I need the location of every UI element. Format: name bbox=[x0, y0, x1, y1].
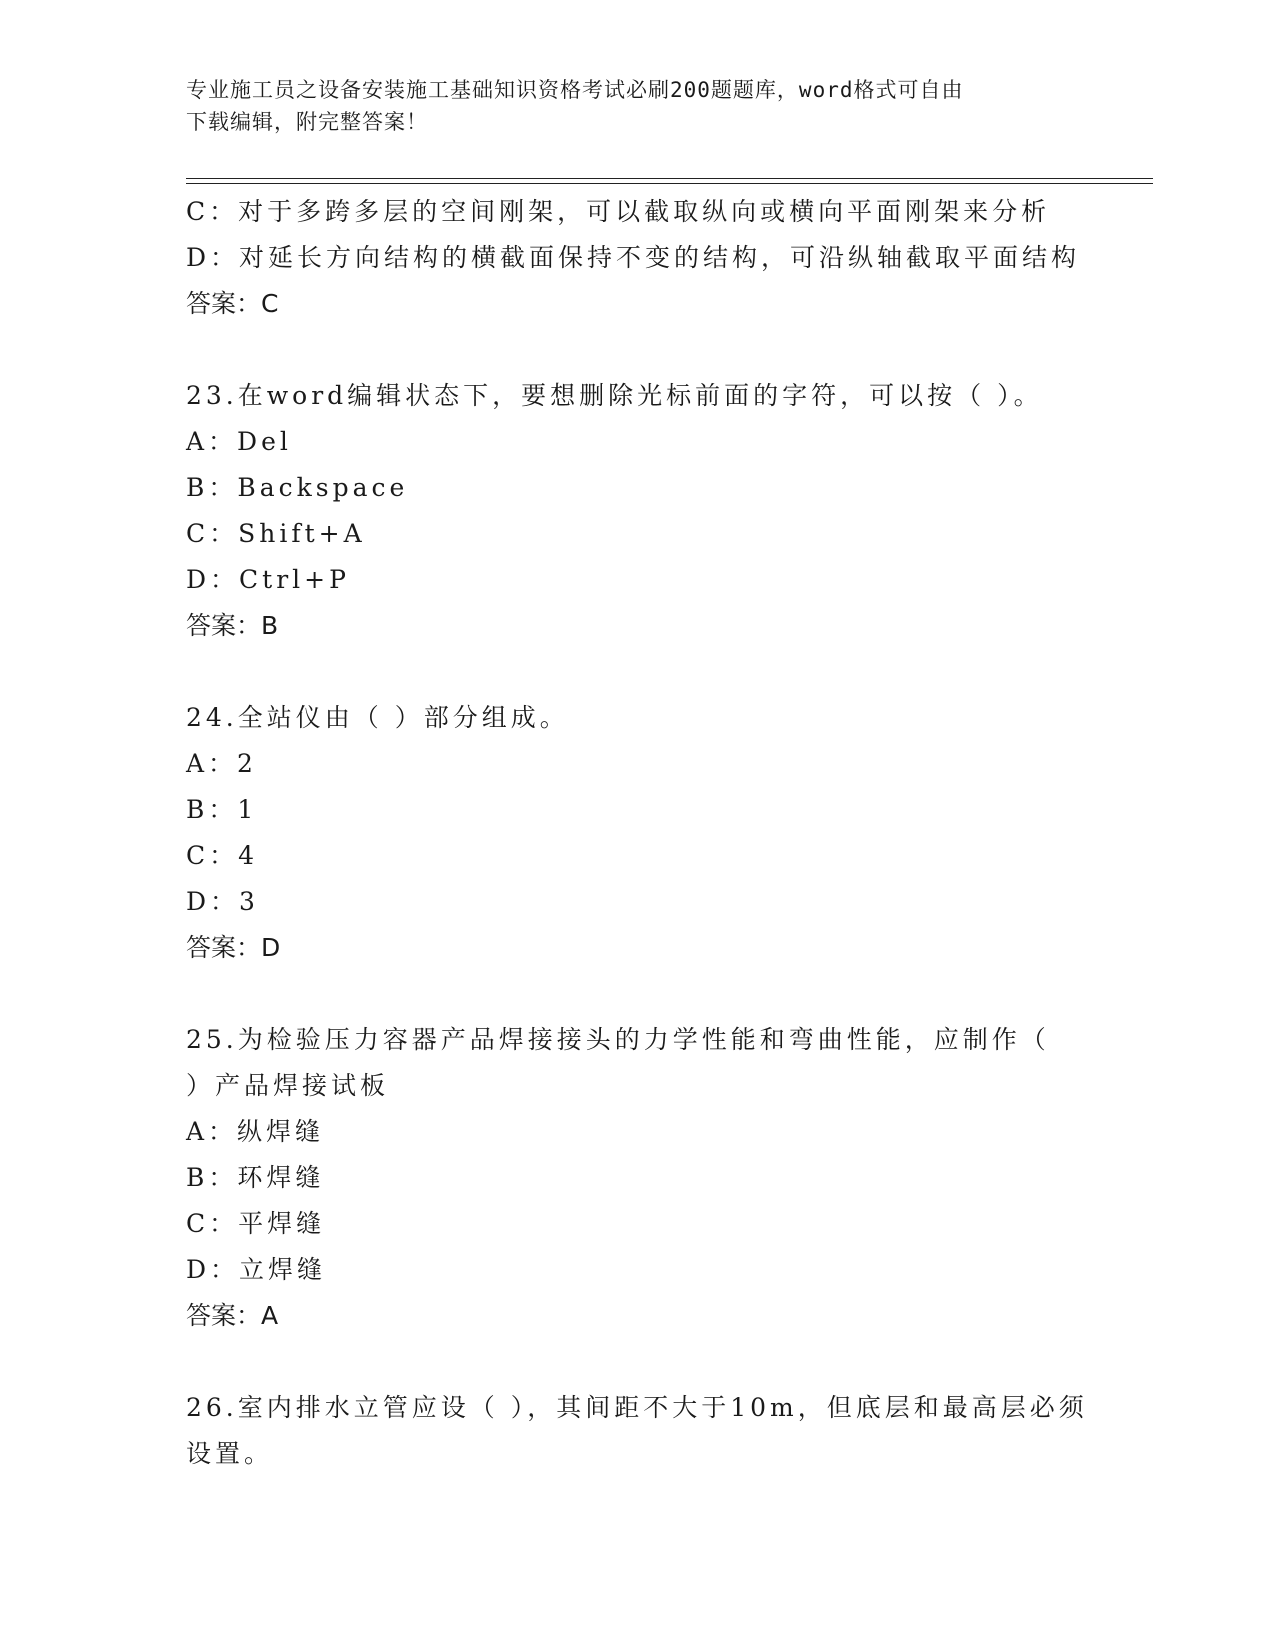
question-title: 23.在word编辑状态下，要想删除光标前面的字符，可以按（ ）。 bbox=[186, 381, 1043, 410]
question-title: 24.全站仪由（ ）部分组成。 bbox=[186, 703, 569, 732]
option-d: D：立焊缝 bbox=[186, 1255, 327, 1284]
header-line-1: 专业施工员之设备安装施工基础知识资格考试必刷200题题库，word格式可自由 bbox=[186, 78, 964, 102]
option-c: C：Shift+A bbox=[186, 519, 366, 548]
answer-line: 答案：A bbox=[186, 1301, 279, 1330]
answer-line: 答案：B bbox=[186, 611, 279, 640]
spacer bbox=[186, 971, 1146, 1017]
spacer bbox=[186, 327, 1146, 373]
spacer bbox=[186, 1339, 1146, 1385]
question-title: 26.室内排水立管应设（ ），其间距不大于10m，但底层和最高层必须 bbox=[186, 1393, 1088, 1422]
question-list bbox=[186, 189, 1146, 1477]
option-b: B：1 bbox=[186, 795, 258, 824]
option-d: D：3 bbox=[186, 887, 259, 916]
answer-line: 答案：D bbox=[186, 933, 281, 962]
spacer bbox=[186, 649, 1146, 695]
question-title-continued: 设置。 bbox=[186, 1439, 274, 1468]
option-c: C：对于多跨多层的空间刚架，可以截取纵向或横向平面刚架来分析 bbox=[186, 197, 1051, 226]
option-c: C：4 bbox=[186, 841, 259, 870]
option-d: D：Ctrl+P bbox=[186, 565, 350, 594]
option-c: C：平焊缝 bbox=[186, 1209, 326, 1238]
header-line-2: 下载编辑，附完整答案！ bbox=[186, 110, 428, 134]
option-a: A：纵焊缝 bbox=[186, 1117, 325, 1146]
option-b: B：Backspace bbox=[186, 473, 409, 502]
question-title: 25.为检验压力容器产品焊接接头的力学性能和弯曲性能，应制作（ bbox=[186, 1025, 1050, 1054]
header-divider-top bbox=[186, 178, 1153, 179]
option-a: A：2 bbox=[186, 749, 257, 778]
option-b: B：环焊缝 bbox=[186, 1163, 325, 1192]
option-a: A：Del bbox=[186, 427, 292, 456]
answer-line: 答案：C bbox=[186, 289, 279, 318]
document-header bbox=[186, 74, 1066, 138]
header-divider-bottom bbox=[186, 183, 1153, 184]
option-d: D：对延长方向结构的横截面保持不变的结构，可沿纵轴截取平面结构 bbox=[186, 243, 1081, 272]
question-title-continued: ）产品焊接试板 bbox=[186, 1071, 390, 1100]
